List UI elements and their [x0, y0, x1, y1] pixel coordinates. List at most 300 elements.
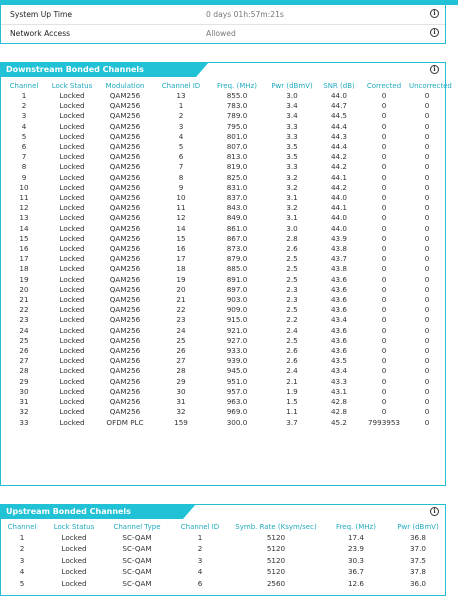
- table-cell: Locked: [59, 193, 85, 203]
- table-cell: 0: [424, 244, 430, 254]
- table-cell: 2.3: [286, 284, 298, 294]
- table-cell: 3.4: [286, 111, 298, 121]
- table-cell: 44.5: [330, 111, 347, 121]
- table-cell: 9: [21, 172, 27, 182]
- table-cell: 37.8: [409, 567, 426, 577]
- table-cell: 843.0: [226, 203, 248, 213]
- table-cell: 0: [424, 346, 430, 356]
- table-cell: 2.1: [286, 376, 298, 386]
- table-cell: Locked: [59, 91, 85, 100]
- table-cell: 3.5: [286, 152, 298, 162]
- table-cell: 28: [19, 366, 29, 376]
- table-cell: Locked: [59, 325, 85, 335]
- table-cell: 32: [176, 407, 186, 417]
- table-cell: QAM256: [109, 284, 141, 294]
- table-cell: 0: [424, 101, 430, 111]
- table-cell: 0: [381, 213, 387, 223]
- table-cell: 2.3: [286, 295, 298, 305]
- table-cell: 885.0: [226, 264, 248, 274]
- table-cell: Locked: [61, 544, 87, 554]
- table-cell: 5: [178, 142, 184, 152]
- table-cell: Locked: [59, 295, 85, 305]
- table-cell: 0: [381, 121, 387, 131]
- table-cell: Locked: [59, 111, 85, 121]
- column-header: Modulation: [105, 81, 145, 90]
- table-cell: 795.0: [226, 121, 248, 131]
- table-cell: 10: [176, 193, 186, 203]
- status-value: Allowed: [206, 29, 236, 38]
- table-cell: 43.1: [330, 386, 347, 396]
- table-cell: 43.6: [330, 305, 347, 315]
- table-cell: QAM256: [109, 162, 141, 172]
- table-cell: 2.6: [286, 356, 298, 366]
- table-header-row: [1, 522, 445, 532]
- table-cell: 3: [19, 555, 25, 565]
- table-cell: QAM256: [109, 131, 141, 141]
- table-cell: 37.0: [409, 544, 426, 554]
- table-cell: 5120: [266, 555, 286, 565]
- table-cell: 4: [19, 567, 25, 577]
- table-cell: 13: [176, 91, 186, 100]
- upstream-table: [1, 522, 445, 589]
- table-cell: 5120: [266, 544, 286, 554]
- table-cell: 939.0: [226, 356, 248, 366]
- table-cell: 2.5: [286, 305, 298, 315]
- table-row: [1, 397, 445, 407]
- table-cell: 0: [424, 305, 430, 315]
- table-cell: Locked: [59, 213, 85, 223]
- table-cell: 14: [176, 223, 186, 233]
- table-cell: Locked: [59, 264, 85, 274]
- table-cell: 11: [19, 193, 29, 203]
- table-cell: 2.5: [286, 254, 298, 264]
- table-row: [1, 305, 445, 315]
- table-cell: 0: [424, 366, 430, 376]
- table-cell: 2.6: [286, 244, 298, 254]
- table-cell: Locked: [59, 162, 85, 172]
- column-header: Channel: [9, 81, 39, 90]
- table-cell: 5120: [266, 533, 286, 542]
- table-cell: 921.0: [226, 325, 248, 335]
- table-cell: 13: [19, 213, 29, 223]
- table-cell: 12: [19, 203, 29, 213]
- info-icon[interactable]: i: [430, 65, 439, 74]
- table-cell: 867.0: [226, 233, 248, 243]
- table-cell: 891.0: [226, 274, 248, 284]
- table-cell: 22: [19, 305, 29, 315]
- table-cell: 29: [176, 376, 186, 386]
- table-cell: 3.7: [286, 417, 298, 427]
- table-cell: 957.0: [226, 386, 248, 396]
- table-cell: 24: [19, 325, 29, 335]
- table-cell: 0: [424, 376, 430, 386]
- table-row: [1, 418, 445, 428]
- table-row: [1, 142, 445, 152]
- table-cell: 17: [19, 254, 29, 264]
- table-cell: 27: [19, 356, 29, 366]
- table-cell: 0: [381, 203, 387, 213]
- column-header: Channel ID: [180, 523, 220, 531]
- table-cell: 12.6: [347, 578, 364, 588]
- table-row: [1, 346, 445, 356]
- status-row-uptime: [1, 6, 445, 25]
- table-cell: QAM256: [109, 244, 141, 254]
- status-label: System Up Time: [10, 10, 73, 19]
- table-cell: 23: [176, 315, 186, 325]
- table-cell: 2.5: [286, 264, 298, 274]
- table-cell: 43.3: [330, 376, 347, 386]
- table-cell: 903.0: [226, 295, 248, 305]
- column-header: Channel: [7, 523, 37, 531]
- table-cell: 0: [424, 162, 430, 172]
- table-cell: QAM256: [109, 335, 141, 345]
- table-cell: 44.4: [330, 121, 347, 131]
- table-cell: 2: [178, 111, 184, 121]
- table-cell: Locked: [59, 407, 85, 417]
- table-cell: 43.6: [330, 335, 347, 345]
- table-cell: 18: [19, 264, 29, 274]
- table-cell: 44.2: [330, 162, 347, 172]
- table-cell: 0: [424, 91, 430, 100]
- table-cell: QAM256: [109, 203, 141, 213]
- table-cell: 33: [19, 417, 29, 427]
- table-cell: 9: [178, 182, 184, 192]
- table-cell: 0: [381, 244, 387, 254]
- column-header: SNR (dB): [323, 81, 355, 90]
- table-cell: QAM256: [109, 397, 141, 407]
- table-cell: 861.0: [226, 223, 248, 233]
- table-cell: QAM256: [109, 182, 141, 192]
- table-cell: 0: [381, 407, 387, 417]
- table-cell: 44.0: [330, 213, 347, 223]
- table-cell: 0: [424, 121, 430, 131]
- table-cell: 8: [178, 172, 184, 182]
- table-cell: 23.9: [347, 544, 364, 554]
- status-label: Network Access: [10, 29, 71, 38]
- table-cell: 3.2: [286, 203, 298, 213]
- table-cell: 1: [197, 533, 203, 542]
- table-row: [1, 377, 445, 387]
- table-cell: 0: [381, 152, 387, 162]
- table-cell: 0: [424, 315, 430, 325]
- downstream-table: [1, 80, 452, 428]
- table-row: [1, 326, 445, 336]
- table-cell: 300.0: [226, 417, 248, 427]
- table-cell: 44.3: [330, 131, 347, 141]
- table-cell: Locked: [59, 274, 85, 284]
- table-cell: 0: [424, 356, 430, 366]
- table-cell: Locked: [59, 121, 85, 131]
- table-cell: SC-QAM: [122, 544, 152, 554]
- table-cell: Locked: [59, 244, 85, 254]
- table-cell: 801.0: [226, 131, 248, 141]
- table-cell: 26: [19, 346, 29, 356]
- table-cell: 32: [19, 407, 29, 417]
- table-cell: 0: [424, 274, 430, 284]
- table-cell: 2.2: [286, 315, 298, 325]
- table-row: [1, 295, 445, 305]
- table-cell: 0: [381, 101, 387, 111]
- table-cell: 0: [424, 407, 430, 417]
- table-cell: Locked: [59, 386, 85, 396]
- table-cell: 4: [197, 567, 203, 577]
- column-header: Symb. Rate (Ksym/sec): [235, 523, 317, 531]
- table-cell: QAM256: [109, 254, 141, 264]
- table-cell: 44.0: [330, 223, 347, 233]
- table-cell: 3.4: [286, 101, 298, 111]
- status-row-network: [1, 25, 445, 43]
- table-cell: 3.3: [286, 162, 298, 172]
- table-row: [1, 132, 445, 142]
- table-cell: OFDM PLC: [106, 417, 144, 427]
- table-row: [1, 336, 445, 346]
- table-cell: 3.2: [286, 182, 298, 192]
- table-cell: Locked: [61, 578, 87, 588]
- table-cell: QAM256: [109, 91, 141, 100]
- table-cell: 0: [381, 284, 387, 294]
- table-cell: 0: [381, 182, 387, 192]
- table-row: [1, 244, 445, 254]
- banner-corner: [183, 504, 196, 519]
- table-cell: 8: [21, 162, 27, 172]
- table-cell: 0: [424, 193, 430, 203]
- table-cell: 26: [176, 346, 186, 356]
- table-cell: 0: [424, 111, 430, 121]
- table-cell: 0: [381, 325, 387, 335]
- table-cell: Locked: [59, 131, 85, 141]
- table-cell: 0: [424, 254, 430, 264]
- table-cell: QAM256: [109, 407, 141, 417]
- table-cell: 0: [424, 417, 430, 427]
- table-cell: QAM256: [109, 223, 141, 233]
- table-cell: 0: [381, 356, 387, 366]
- table-cell: QAM256: [109, 121, 141, 131]
- table-cell: 0: [381, 142, 387, 152]
- table-cell: QAM256: [109, 376, 141, 386]
- table-cell: 44.0: [330, 193, 347, 203]
- status-value: 0 days 01h:57m:21s: [206, 10, 284, 19]
- table-cell: 7993953: [367, 417, 400, 427]
- table-row: [1, 183, 445, 193]
- table-cell: 0: [424, 284, 430, 294]
- table-cell: 43.6: [330, 284, 347, 294]
- table-cell: 819.0: [226, 162, 248, 172]
- table-row: [1, 111, 445, 121]
- table-row: [1, 532, 445, 543]
- table-cell: 0: [424, 397, 430, 407]
- table-row: [1, 555, 445, 566]
- table-cell: 28: [176, 366, 186, 376]
- table-cell: 6: [197, 578, 203, 588]
- table-cell: 17: [176, 254, 186, 264]
- column-header: Lock Status: [53, 523, 95, 531]
- table-row: [1, 543, 445, 554]
- table-cell: 0: [381, 335, 387, 345]
- table-row: [1, 356, 445, 366]
- table-cell: 0: [381, 305, 387, 315]
- table-cell: 783.0: [226, 101, 248, 111]
- table-cell: Locked: [59, 346, 85, 356]
- table-cell: 4: [178, 131, 184, 141]
- table-cell: 0: [424, 264, 430, 274]
- table-cell: 37.5: [409, 555, 426, 565]
- table-cell: Locked: [59, 223, 85, 233]
- table-cell: 10: [19, 182, 29, 192]
- table-cell: SC-QAM: [122, 555, 152, 565]
- table-cell: Locked: [59, 335, 85, 345]
- table-cell: 15: [19, 233, 29, 243]
- table-cell: 2.8: [286, 233, 298, 243]
- table-cell: QAM256: [109, 386, 141, 396]
- table-cell: 43.6: [330, 274, 347, 284]
- table-cell: 19: [176, 274, 186, 284]
- table-cell: 24: [176, 325, 186, 335]
- table-cell: 6: [178, 152, 184, 162]
- table-cell: Locked: [59, 152, 85, 162]
- table-cell: Locked: [61, 533, 87, 542]
- table-cell: 3: [197, 555, 203, 565]
- table-cell: 897.0: [226, 284, 248, 294]
- table-cell: 837.0: [226, 193, 248, 203]
- table-cell: QAM256: [109, 111, 141, 121]
- info-icon[interactable]: i: [430, 9, 439, 18]
- table-cell: QAM256: [109, 142, 141, 152]
- table-cell: 855.0: [226, 91, 248, 100]
- table-row: [1, 234, 445, 244]
- table-cell: 6: [21, 142, 27, 152]
- table-cell: 3.1: [286, 213, 298, 223]
- table-cell: Locked: [59, 233, 85, 243]
- column-header: Channel Type: [113, 523, 161, 531]
- table-cell: 807.0: [226, 142, 248, 152]
- table-cell: Locked: [59, 366, 85, 376]
- table-row: [1, 162, 445, 172]
- table-cell: 1.9: [286, 386, 298, 396]
- table-row: [1, 152, 445, 162]
- table-row: [1, 275, 445, 285]
- table-cell: 0: [381, 264, 387, 274]
- info-icon[interactable]: i: [430, 28, 439, 37]
- table-row: [1, 101, 445, 111]
- table-cell: Locked: [61, 555, 87, 565]
- table-cell: 0: [381, 366, 387, 376]
- table-cell: Locked: [59, 376, 85, 386]
- table-cell: 0: [424, 182, 430, 192]
- table-cell: 849.0: [226, 213, 248, 223]
- table-cell: 5: [19, 578, 25, 588]
- table-cell: 0: [424, 152, 430, 162]
- table-cell: 42.8: [330, 397, 347, 407]
- table-cell: 1: [19, 533, 25, 542]
- table-cell: 19: [19, 274, 29, 284]
- table-cell: 12: [176, 213, 186, 223]
- table-row: [1, 193, 445, 203]
- table-cell: 5: [21, 131, 27, 141]
- table-cell: 945.0: [226, 366, 248, 376]
- table-cell: 789.0: [226, 111, 248, 121]
- table-cell: 5120: [266, 567, 286, 577]
- table-cell: Locked: [59, 203, 85, 213]
- table-header-row: [1, 80, 445, 91]
- table-cell: 0: [424, 386, 430, 396]
- table-cell: 0: [424, 325, 430, 335]
- table-cell: 0: [381, 295, 387, 305]
- column-header: Lock Status: [51, 81, 93, 90]
- table-cell: 2.4: [286, 366, 298, 376]
- table-cell: SC-QAM: [122, 533, 152, 542]
- table-cell: 3.2: [286, 172, 298, 182]
- section-title: Downstream Bonded Channels: [0, 62, 196, 77]
- table-cell: QAM256: [109, 325, 141, 335]
- table-cell: 15: [176, 233, 186, 243]
- table-cell: Locked: [59, 172, 85, 182]
- table-cell: 3: [178, 121, 184, 131]
- table-cell: 43.8: [330, 264, 347, 274]
- column-header: Corrected: [366, 81, 402, 90]
- table-cell: 16: [19, 244, 29, 254]
- table-cell: 30.3: [347, 555, 364, 565]
- table-cell: 42.8: [330, 407, 347, 417]
- table-cell: Locked: [59, 417, 85, 427]
- table-cell: 25: [176, 335, 186, 345]
- section-title: Upstream Bonded Channels: [0, 504, 183, 519]
- table-cell: 36.8: [409, 533, 426, 542]
- table-cell: 2: [19, 544, 25, 554]
- table-cell: 20: [19, 284, 29, 294]
- table-cell: 18: [176, 264, 186, 274]
- table-cell: QAM256: [109, 193, 141, 203]
- table-cell: 30: [19, 386, 29, 396]
- table-cell: 2: [21, 101, 27, 111]
- table-row: [1, 366, 445, 376]
- table-cell: 879.0: [226, 254, 248, 264]
- column-header: Channel ID: [161, 81, 201, 90]
- table-row: [1, 285, 445, 295]
- table-row: [1, 203, 445, 213]
- table-cell: 0: [424, 142, 430, 152]
- table-cell: 43.5: [330, 356, 347, 366]
- table-cell: QAM256: [109, 213, 141, 223]
- table-cell: 0: [424, 172, 430, 182]
- table-cell: QAM256: [109, 172, 141, 182]
- table-cell: 0: [381, 131, 387, 141]
- info-icon[interactable]: i: [430, 507, 439, 516]
- table-cell: 44.0: [330, 91, 347, 100]
- table-row: [1, 173, 445, 183]
- table-row: [1, 566, 445, 577]
- table-cell: QAM256: [109, 346, 141, 356]
- table-cell: 0: [424, 335, 430, 345]
- table-cell: 0: [381, 346, 387, 356]
- table-row: [1, 264, 445, 274]
- table-cell: 45.2: [330, 417, 347, 427]
- table-cell: QAM256: [109, 305, 141, 315]
- table-cell: 2: [197, 544, 203, 554]
- table-cell: 831.0: [226, 182, 248, 192]
- table-cell: Locked: [59, 356, 85, 366]
- column-header: Pwr (dBmV): [271, 81, 313, 90]
- table-cell: 813.0: [226, 152, 248, 162]
- table-cell: Locked: [59, 101, 85, 111]
- table-cell: 36.0: [409, 578, 426, 588]
- table-cell: 29: [19, 376, 29, 386]
- table-cell: 43.6: [330, 346, 347, 356]
- table-cell: Locked: [59, 142, 85, 152]
- table-cell: 927.0: [226, 335, 248, 345]
- table-cell: 0: [381, 172, 387, 182]
- table-cell: 0: [424, 213, 430, 223]
- table-cell: 16: [176, 244, 186, 254]
